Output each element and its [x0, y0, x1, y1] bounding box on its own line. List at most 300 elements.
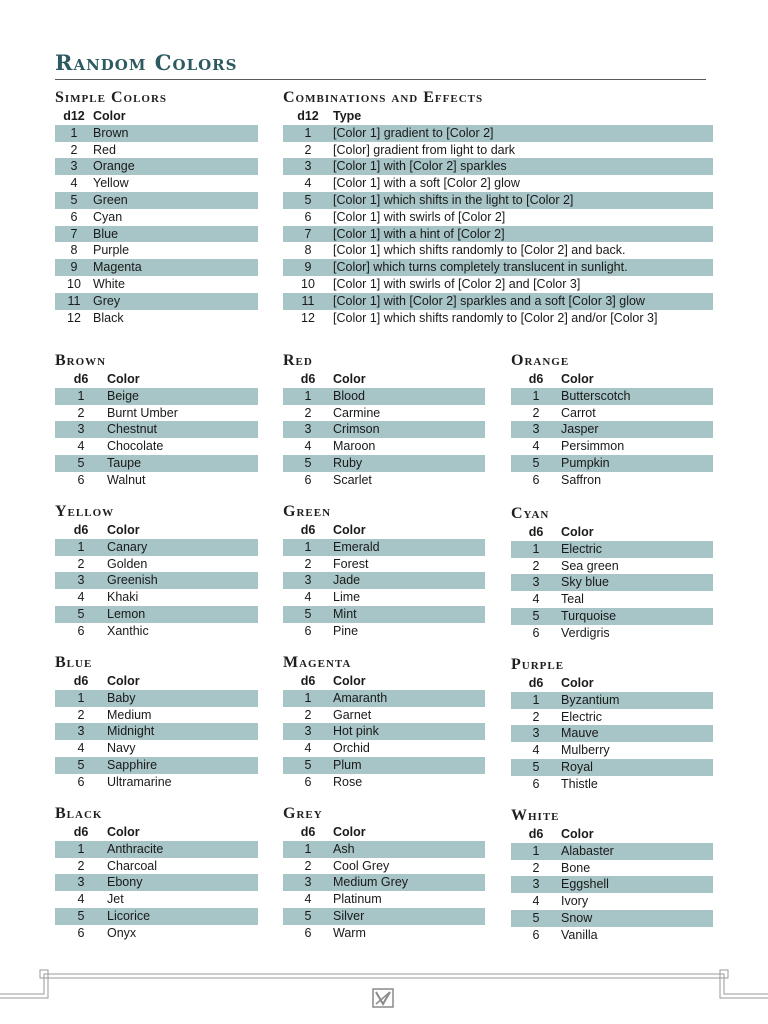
- value-column-header: Color: [333, 825, 366, 839]
- roll-result: Electric: [561, 541, 713, 558]
- table-row: [55, 908, 258, 925]
- section-heading: Yellow: [55, 503, 115, 520]
- roll-result: Vanilla: [561, 927, 598, 942]
- roll-number: 6: [304, 623, 312, 638]
- roll-number: 6: [77, 774, 85, 789]
- table-header-row: [55, 824, 258, 841]
- roll-result: Ultramarine: [107, 774, 172, 789]
- roll-number: 5: [283, 757, 333, 774]
- roll-number: 5: [283, 455, 333, 472]
- roll-result: Snow: [561, 910, 713, 927]
- roll-number: 1: [283, 125, 333, 142]
- section-heading: Magenta: [283, 654, 352, 671]
- section-heading: Purple: [511, 656, 565, 673]
- roll-result: Xanthic: [107, 623, 149, 638]
- table-row: [55, 226, 258, 243]
- table-row: [283, 438, 485, 455]
- roll-result: Sea green: [561, 558, 619, 573]
- table-row: [511, 742, 713, 759]
- table-row: [511, 893, 713, 910]
- roll-number: 1: [283, 841, 333, 858]
- roll-result: Ebony: [107, 874, 258, 891]
- die-column-header: d6: [73, 674, 89, 688]
- table-row: [283, 908, 485, 925]
- roll-number: 8: [304, 243, 312, 258]
- roll-result: Ivory: [561, 894, 589, 909]
- roll-number: 4: [77, 892, 85, 907]
- roll-number: 1: [283, 690, 333, 707]
- die-column-header: d6: [73, 523, 89, 537]
- roll-result: Silver: [333, 908, 485, 925]
- roll-number: 4: [304, 892, 312, 907]
- roll-result: Taupe: [107, 455, 258, 472]
- roll-result: Sky blue: [561, 574, 713, 591]
- table-row: [283, 192, 713, 209]
- roll-number: 2: [532, 558, 540, 573]
- roll-table: [511, 675, 713, 793]
- value-column-header: Color: [333, 674, 366, 688]
- table-brown: [55, 351, 258, 489]
- roll-number: 5: [55, 606, 107, 623]
- value-column-header: Type: [333, 109, 362, 123]
- table-header-row: [283, 673, 485, 690]
- section-heading: Grey: [283, 805, 323, 822]
- roll-number: 11: [55, 293, 93, 310]
- roll-result: Rose: [333, 774, 363, 789]
- table-row: [511, 759, 713, 776]
- table-row: [511, 438, 713, 455]
- roll-number: 3: [511, 421, 561, 438]
- table-row: [283, 690, 485, 707]
- roll-result: Licorice: [107, 908, 258, 925]
- roll-number: 10: [301, 276, 315, 291]
- table-row: [283, 707, 485, 724]
- table-row: [55, 388, 258, 405]
- roll-number: 3: [283, 723, 333, 740]
- roll-result: Medium Grey: [333, 874, 485, 891]
- roll-result: Walnut: [107, 472, 146, 487]
- table-row: [511, 608, 713, 625]
- table-row: [283, 405, 485, 422]
- table-row: [283, 774, 485, 791]
- roll-number: 5: [55, 192, 93, 209]
- table-row: [283, 242, 713, 259]
- roll-result: Grey: [93, 293, 258, 310]
- roll-number: 1: [511, 843, 561, 860]
- roll-result: Onyx: [107, 925, 137, 940]
- die-column-header: d6: [528, 372, 544, 386]
- roll-table: [283, 108, 713, 326]
- roll-result: Yellow: [93, 176, 129, 191]
- table-header-row: [283, 522, 485, 539]
- die-column-header: d12: [63, 109, 85, 123]
- roll-result: Lemon: [107, 606, 258, 623]
- table-row: [511, 876, 713, 893]
- table-row: [511, 910, 713, 927]
- roll-table: [55, 673, 258, 791]
- roll-result: Jade: [333, 572, 485, 589]
- roll-result: Forest: [333, 556, 369, 571]
- roll-result: Pine: [333, 623, 359, 638]
- value-column-header: Color: [107, 523, 140, 537]
- roll-table: [511, 524, 713, 642]
- roll-result: Byzantium: [561, 692, 713, 709]
- roll-number: 5: [283, 606, 333, 623]
- roll-number: 2: [77, 405, 85, 420]
- publisher-logo-icon: [372, 988, 394, 1008]
- table-row: [55, 175, 258, 192]
- roll-number: 3: [283, 421, 333, 438]
- roll-number: 1: [511, 388, 561, 405]
- value-column-header: Color: [333, 372, 366, 386]
- roll-result: Royal: [561, 759, 713, 776]
- roll-table: [55, 522, 258, 640]
- table-row: [283, 623, 485, 640]
- table-row: [283, 572, 485, 589]
- roll-number: 9: [55, 259, 93, 276]
- table-row: [283, 891, 485, 908]
- roll-result: Cyan: [93, 209, 123, 224]
- die-column-header: d6: [73, 825, 89, 839]
- roll-result: [Color 1] with swirls of [Color 2]: [333, 209, 506, 224]
- value-column-header: Color: [561, 676, 594, 690]
- table-row: [511, 591, 713, 608]
- roll-result: Pumpkin: [561, 455, 713, 472]
- table-row: [55, 606, 258, 623]
- table-row: [511, 843, 713, 860]
- roll-number: 12: [301, 310, 315, 325]
- roll-number: 5: [511, 608, 561, 625]
- table-row: [511, 692, 713, 709]
- roll-result: Purple: [93, 243, 130, 258]
- roll-table: [511, 826, 713, 944]
- roll-number: 5: [55, 908, 107, 925]
- roll-number: 2: [304, 858, 312, 873]
- die-column-header: d6: [528, 525, 544, 539]
- roll-result: Maroon: [333, 439, 376, 454]
- value-column-header: Color: [107, 372, 140, 386]
- table-white: [511, 806, 713, 944]
- roll-number: 2: [77, 858, 85, 873]
- die-column-header: d6: [528, 827, 544, 841]
- roll-number: 6: [77, 623, 85, 638]
- roll-result: [Color 1] gradient to [Color 2]: [333, 125, 713, 142]
- roll-number: 1: [283, 388, 333, 405]
- section-heading: Simple Colors: [55, 89, 168, 106]
- roll-number: 6: [77, 925, 85, 940]
- table-row: [283, 556, 485, 573]
- roll-number: 5: [55, 455, 107, 472]
- roll-result: Midnight: [107, 723, 258, 740]
- roll-number: 2: [532, 860, 540, 875]
- table-row: [55, 841, 258, 858]
- roll-number: 3: [511, 574, 561, 591]
- value-column-header: Color: [107, 674, 140, 688]
- roll-result: Greenish: [107, 572, 258, 589]
- section-heading: Cyan: [511, 505, 550, 522]
- roll-number: 3: [283, 158, 333, 175]
- roll-number: 1: [511, 692, 561, 709]
- table-row: [511, 574, 713, 591]
- roll-result: Crimson: [333, 421, 485, 438]
- roll-result: Mint: [333, 606, 485, 623]
- table-header-row: [283, 371, 485, 388]
- roll-result: Orchid: [333, 741, 370, 756]
- table-row: [55, 259, 258, 276]
- value-column-header: Color: [93, 109, 126, 123]
- table-row: [55, 723, 258, 740]
- table-row: [55, 142, 258, 159]
- roll-number: 2: [304, 405, 312, 420]
- roll-result: [Color 1] which shifts in the light to [Color 2]: [333, 192, 713, 209]
- table-header-row: [55, 371, 258, 388]
- roll-number: 4: [70, 176, 78, 191]
- table-row: [55, 455, 258, 472]
- roll-number: 7: [55, 226, 93, 243]
- table-row: [283, 589, 485, 606]
- roll-result: Orange: [93, 158, 258, 175]
- table-cyan: [511, 504, 713, 642]
- die-column-header: d6: [73, 372, 89, 386]
- table-row: [511, 541, 713, 558]
- table-row: [511, 421, 713, 438]
- roll-result: [Color] gradient from light to dark: [333, 142, 516, 157]
- roll-number: 4: [532, 592, 540, 607]
- roll-result: [Color 1] which shifts randomly to [Color 2] and/or [Color 3]: [333, 310, 658, 325]
- table-row: [55, 125, 258, 142]
- roll-number: 4: [77, 439, 85, 454]
- table-row: [511, 776, 713, 793]
- roll-number: 3: [511, 725, 561, 742]
- roll-result: Platinum: [333, 892, 382, 907]
- die-column-header: d6: [300, 825, 316, 839]
- roll-number: 6: [304, 472, 312, 487]
- roll-number: 4: [304, 176, 312, 191]
- table-row: [55, 891, 258, 908]
- section-heading: White: [511, 807, 560, 824]
- table-row: [55, 623, 258, 640]
- value-column-header: Color: [561, 372, 594, 386]
- roll-result: Garnet: [333, 707, 372, 722]
- table-header-row: [283, 824, 485, 841]
- die-column-header: d6: [300, 372, 316, 386]
- table-header-row: [55, 108, 258, 125]
- roll-number: 2: [532, 709, 540, 724]
- roll-result: [Color 1] with [Color 2] sparkles and a soft [Color 3] glow: [333, 293, 713, 310]
- roll-number: 5: [511, 455, 561, 472]
- roll-result: Electric: [561, 709, 602, 724]
- roll-number: 3: [283, 572, 333, 589]
- die-column-header: d6: [300, 523, 316, 537]
- roll-result: Red: [93, 142, 116, 157]
- roll-number: 1: [55, 539, 107, 556]
- table-simple-colors: [55, 88, 258, 326]
- roll-result: Charcoal: [107, 858, 158, 873]
- roll-result: Anthracite: [107, 841, 258, 858]
- table-row: [283, 606, 485, 623]
- roll-result: Black: [93, 310, 124, 325]
- table-row: [511, 388, 713, 405]
- roll-number: 2: [70, 142, 78, 157]
- roll-number: 11: [283, 293, 333, 310]
- roll-number: 1: [55, 841, 107, 858]
- roll-number: 12: [67, 310, 81, 325]
- roll-number: 5: [511, 759, 561, 776]
- roll-result: Beige: [107, 388, 258, 405]
- table-row: [55, 438, 258, 455]
- roll-result: Carmine: [333, 405, 381, 420]
- table-row: [283, 455, 485, 472]
- roll-result: Canary: [107, 539, 258, 556]
- table-row: [55, 757, 258, 774]
- roll-number: 6: [77, 472, 85, 487]
- roll-result: White: [93, 276, 125, 291]
- roll-result: Verdigris: [561, 625, 610, 640]
- roll-table: [283, 371, 485, 489]
- roll-result: Carrot: [561, 405, 596, 420]
- roll-result: Burnt Umber: [107, 405, 178, 420]
- roll-number: 5: [55, 757, 107, 774]
- roll-table: [55, 108, 258, 326]
- roll-number: 6: [532, 927, 540, 942]
- roll-number: 6: [304, 209, 312, 224]
- page-title: Random Colors: [55, 50, 238, 75]
- roll-result: Chocolate: [107, 439, 164, 454]
- table-combinations-effects: [283, 88, 713, 326]
- roll-number: 5: [283, 192, 333, 209]
- table-header-row: [283, 108, 713, 125]
- roll-number: 2: [304, 556, 312, 571]
- roll-result: Warm: [333, 925, 366, 940]
- roll-result: Thistle: [561, 776, 598, 791]
- table-red: [283, 351, 485, 489]
- roll-result: Emerald: [333, 539, 485, 556]
- roll-number: 7: [283, 226, 333, 243]
- table-row: [283, 723, 485, 740]
- roll-number: 3: [511, 876, 561, 893]
- roll-number: 5: [283, 908, 333, 925]
- table-grey: [283, 804, 485, 942]
- roll-number: 6: [304, 925, 312, 940]
- roll-result: Saffron: [561, 472, 602, 487]
- roll-result: Cool Grey: [333, 858, 390, 873]
- section-heading: Brown: [55, 352, 107, 369]
- roll-result: Magenta: [93, 259, 258, 276]
- table-row: [283, 175, 713, 192]
- roll-result: [Color] which turns completely translucent in sunlight.: [333, 259, 713, 276]
- table-orange: [511, 351, 713, 489]
- roll-result: Ash: [333, 841, 485, 858]
- roll-number: 2: [77, 707, 85, 722]
- roll-table: [283, 522, 485, 640]
- table-row: [511, 558, 713, 575]
- table-header-row: [511, 371, 713, 388]
- roll-number: 6: [532, 776, 540, 791]
- table-row: [511, 860, 713, 877]
- roll-result: Alabaster: [561, 843, 713, 860]
- roll-number: 5: [511, 910, 561, 927]
- table-purple: [511, 655, 713, 793]
- roll-result: Amaranth: [333, 690, 485, 707]
- value-column-header: Color: [333, 523, 366, 537]
- table-row: [55, 310, 258, 327]
- roll-number: 4: [77, 590, 85, 605]
- table-row: [283, 388, 485, 405]
- table-row: [55, 405, 258, 422]
- roll-number: 10: [67, 276, 81, 291]
- roll-table: [283, 673, 485, 791]
- roll-number: 1: [55, 388, 107, 405]
- section-heading: Orange: [511, 352, 570, 369]
- roll-number: 4: [532, 894, 540, 909]
- table-row: [283, 276, 713, 293]
- roll-result: Butterscotch: [561, 388, 713, 405]
- roll-number: 4: [304, 590, 312, 605]
- table-row: [55, 740, 258, 757]
- roll-result: [Color 1] with swirls of [Color 2] and [Color 3]: [333, 276, 581, 291]
- table-row: [55, 209, 258, 226]
- roll-table: [55, 371, 258, 489]
- table-row: [283, 125, 713, 142]
- table-row: [283, 421, 485, 438]
- value-column-header: Color: [561, 525, 594, 539]
- roll-result: Teal: [561, 592, 584, 607]
- section-heading: Red: [283, 352, 313, 369]
- table-header-row: [511, 675, 713, 692]
- roll-result: [Color 1] with [Color 2] sparkles: [333, 158, 713, 175]
- table-row: [283, 539, 485, 556]
- table-row: [511, 455, 713, 472]
- table-row: [283, 841, 485, 858]
- table-row: [55, 472, 258, 489]
- roll-result: Scarlet: [333, 472, 372, 487]
- die-column-header: d12: [297, 109, 319, 123]
- table-header-row: [55, 673, 258, 690]
- roll-result: Jet: [107, 892, 124, 907]
- roll-result: Plum: [333, 757, 485, 774]
- roll-number: 3: [55, 158, 93, 175]
- section-heading: Combinations and Effects: [283, 89, 484, 106]
- roll-number: 4: [304, 741, 312, 756]
- table-row: [55, 707, 258, 724]
- table-row: [55, 293, 258, 310]
- value-column-header: Color: [561, 827, 594, 841]
- roll-result: Mulberry: [561, 743, 610, 758]
- value-column-header: Color: [107, 825, 140, 839]
- roll-result: [Color 1] with a soft [Color 2] glow: [333, 176, 520, 191]
- roll-result: Ruby: [333, 455, 485, 472]
- table-row: [283, 757, 485, 774]
- table-row: [511, 725, 713, 742]
- table-row: [55, 539, 258, 556]
- roll-number: 3: [55, 572, 107, 589]
- table-row: [283, 293, 713, 310]
- roll-table: [55, 824, 258, 942]
- table-row: [55, 242, 258, 259]
- roll-result: Golden: [107, 556, 148, 571]
- roll-result: Green: [93, 192, 258, 209]
- table-row: [283, 740, 485, 757]
- roll-result: Hot pink: [333, 723, 485, 740]
- roll-number: 6: [70, 209, 78, 224]
- roll-result: Lime: [333, 590, 361, 605]
- roll-result: Khaki: [107, 590, 139, 605]
- table-row: [55, 192, 258, 209]
- section-heading: Blue: [55, 654, 93, 671]
- roll-number: 6: [304, 774, 312, 789]
- table-row: [55, 572, 258, 589]
- table-row: [283, 259, 713, 276]
